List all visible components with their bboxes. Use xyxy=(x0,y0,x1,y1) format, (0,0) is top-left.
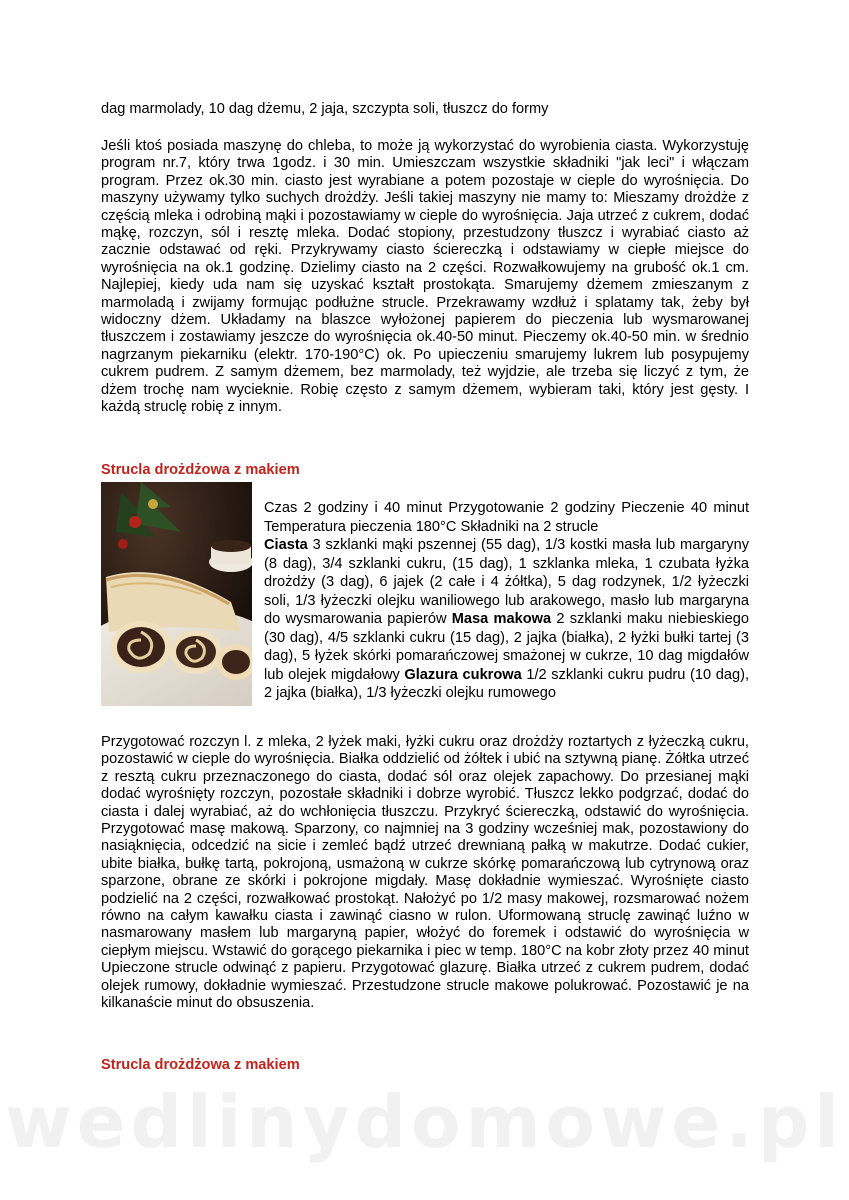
ciasta-ingredients: 3 szklanki mąki pszennej (55 dag), 1/3 kostki masła lub margaryny (8 dag), 3/4 szklanki cukru, (15 dag), 1 szklanka mleka, 1 czubata łyżka drożdży (3 dag), 6 jajek (2 całe i 4 żółtka), 5 dag rodzynek, 1/2 łyżeczki soli, 1/3 łyżeczki olejku waniliowego lub arakowego, masło lub margaryna do wysmarowania papierów xyxy=(264,537,749,627)
method-paragraph-1: Jeśli ktoś posiada maszynę do chleba, to może ją wykorzystać do wyrobienia ciasta. Wykorzystuję program nr.7, który trwa 1godz. i 30 min. Umieszczam wszystkie składniki "jak leci" i włączam program. Przez ok.30 min. ciasto jest wyrabiane a potem pozostaje w cieple do wyrośnięcia. Do maszyny używamy tylko suchych drożdży. Jeśli takiej maszyny nie mamy to: Mieszamy drożdże z częścią mleka i odrobiną mąki i pozostawiamy w cieple do wyrośnięcia. Jaja utrzeć z cukrem, dodać mąkę, rozczyn, sól i resztę mleka. Dodać stopiony, przestudzony tłuszcz i wyrabiać ciasto aż zacznie odstawać od ręki. Przykrywamy ciasto ściereczką i odstawiamy w ciepłe miejsce do wyrośnięcia na ok.1 godzinę. Dzielimy ciasto na 2 części. Rozwałkowujemy na grubość ok.1 cm. Najlepiej, kiedy uda nam się uzyskać kształt prostokąta. Smarujemy dżemem zmieszanym z marmoladą i zwijamy formując podłużne strucle. Przekrawamy wzdłuż i splatamy tak, żeby był widoczny dżem. Układamy na blaszce wyłożonej papierem do pieczenia lub wysmarowanej tłuszczem i zostawiamy jeszcze do wyrośnięcia ok.40-50 minut. Pieczemy ok.40-50 min. w średnio nagrzanym piekarniku (elektr. 170-190°C) ok. Po upieczeniu smarujemy lukrem lub posypujemy cukrem pudrem. Z samym dżemem, bez marmolady, też wyjdzie, ale trzeba się liczyć z tym, że dżem trochę nam wycieknie. Robię często z samym dżemem, wybieram taki, który jest gęsty. I każdą struclę robię z innym. xyxy=(101,138,749,416)
glazura-ingredients: 1/2 szklanki cukru pudru (10 dag), 2 jajka (białka), 1/3 łyżeczki olejku rumowego xyxy=(264,666,749,701)
recipe-details xyxy=(264,499,749,703)
ingredients-tail-line: dag marmolady, 10 dag dżemu, 2 jaja, szczypta soli, tłuszcz do formy xyxy=(101,101,549,117)
glazura-label: Glazura cukrowa xyxy=(404,666,522,683)
recipe-heading-1: Strucla drożdżowa z makiem xyxy=(101,462,300,478)
method-paragraph-2: Przygotować rozczyn l. z mleka, 2 łyżek maki, łyżki cukru oraz drożdży roztartych z łyżeczką cukru, pozostawić w cieple do wyrośnięcia. Białka oddzielić od żółtek i ubić na sztywną pianę. Żółtka utrzeć z resztą cukru przeznaczonego do ciasta, dodać sól oraz olejek zapachowy. Do przesianej mąki dodać wyrośnięty rozczyn, pozostałe składniki i dobrze wyrobić. Tłuszcz lekko podgrzać, dodać do ciasta i dalej wyrabiać, aż do wchłonięcia tłuszczu. Przykryć ściereczką, odstawić do wyrośnięcia. Przygotować masę makową. Sparzony, co najmniej na 3 godziny wcześniej mak, pozostawiony do nasiąknięcia, odcedzić na sicie i zemleć bądź utrzeć drewnianą pałką w makutrze. Dodać cukier, ubite białka, bułkę tartą, pokrojoną, usmażoną w cukrze skórkę pomarańczową lub cytrynową oraz sparzone, obrane ze skórki i pokrojone migdały. Masę dokładnie wymieszać. Wyrośnięte ciasto podzielić na 2 części, rozwałkować prostokąt. Nałożyć po 1/2 masy makowej, rozsmarować nożem równo na całym kawałku ciasta i zawinąć ciasno w rulon. Uformowaną struclę zawinąć luźno w nasmarowany masłem lub margaryną papier, włożyć do foremek i odstawić do wyrośnięcia w ciepłym miejscu. Wstawić do gorącego piekarnika i piec w temp. 180°C na kobr złoty przez 40 minut Upieczone strucle odwinąć z papieru. Przygotować glazurę. Białka utrzeć z cukrem pudrem, dodać olejek rumowy, dokładnie wymieszać. Przestudzone strucle makowe polukrować. Pozostawić je na kilkanaście minut do obsuszenia. xyxy=(101,734,749,1012)
ciasta-label: Ciasta xyxy=(264,537,308,553)
masa-ingredients: 2 szklanki maku niebieskiego (30 dag), 4/5 szklanki cukru (15 dag), 2 jajka (białka), 2 łyżki bułki tartej (3 dag), 5 łyżek skórki pomarańczowej smażonej w cukrze, 10 dag migdałów lub olejek migdałowy xyxy=(264,611,749,683)
recipe-heading-2: Strucla drożdżowa z makiem xyxy=(101,1057,300,1073)
site-watermark: wedlinydomowe.pl xyxy=(5,1080,844,1164)
masa-label: Masa makowa xyxy=(451,611,552,627)
poppy-seed-roll-image xyxy=(101,482,252,706)
recipe-photo xyxy=(101,482,252,706)
recipe-meta: Czas 2 godziny i 40 minut Przygotowanie 2 godziny Pieczenie 40 minut Temperatura pieczenia 180°C Składniki na 2 strucle xyxy=(264,500,749,535)
